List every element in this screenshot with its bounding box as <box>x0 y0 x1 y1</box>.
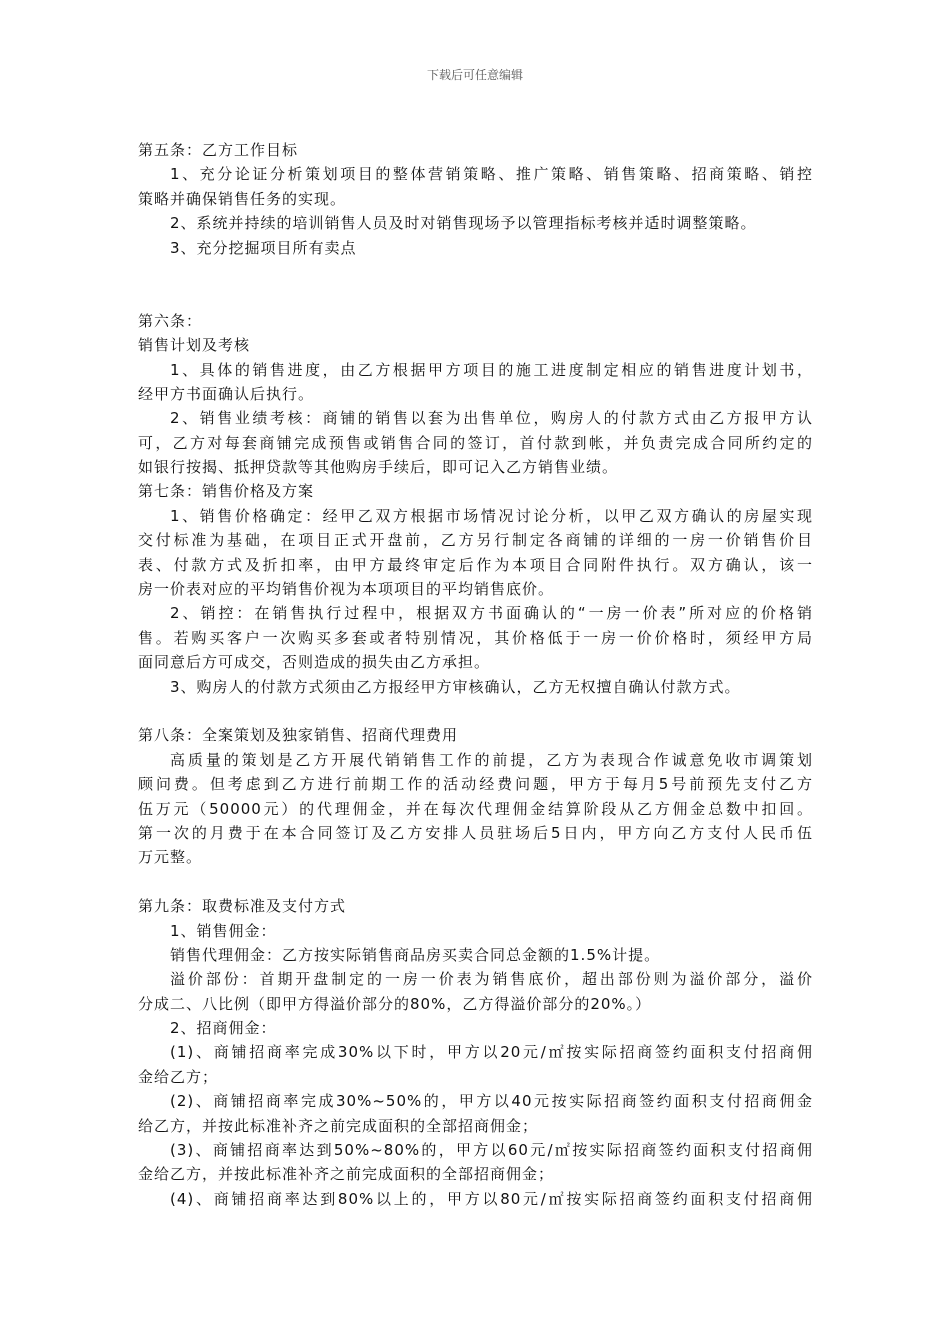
paragraph: 1、具体的销售进度，由乙方根据甲方项目的施工进度制定相应的销售进度计划书， <box>170 360 813 379</box>
paragraph: 1、销售价格确定：经甲乙双方根据市场情况讨论分析，以甲乙双方确认的房屋实现 <box>170 506 813 525</box>
paragraph: 2、系统并持续的培训销售人员及时对销售现场予以管理指标考核并适时调整策略。 <box>170 214 757 233</box>
paragraph: 伍万元（50000元）的代理佣金，并在每次代理佣金结算阶段从乙方佣金总数中扣回。 <box>138 799 813 818</box>
paragraph: 售。若购买客户一次购买多套或者特别情况，其价格低于一房一价价格时，须经甲方局 <box>138 628 813 647</box>
paragraph: 可，乙方对每套商铺完成预售或销售合同的签订，首付款到帐，并负责完成合同所约定的 <box>138 433 813 452</box>
paragraph: 高质量的策划是乙方开展代销销售工作的前提，乙方为表现合作诚意免收市调策划 <box>170 750 813 769</box>
article-5-title: 第五条：乙方工作目标 <box>138 141 299 159</box>
document-body <box>138 138 813 1211</box>
paragraph: 经甲方书面确认后执行。 <box>138 384 315 403</box>
paragraph: 2、销售业绩考核：商铺的销售以套为出售单位，购房人的付款方式由乙方报甲方认 <box>170 409 813 428</box>
article-8-title: 第八条：全案策划及独家销售、招商代理费用 <box>138 726 459 745</box>
paragraph: 分成二、八比例（即甲方得溢价部分的80%，乙方得溢价部分的20%。） <box>138 994 652 1013</box>
list-item: 金给乙方； <box>138 1067 219 1086</box>
paragraph: 溢价部份：首期开盘制定的一房一价表为销售底价，超出部份则为溢价部分，溢价 <box>170 970 813 989</box>
subsection-heading: 1、销售佣金： <box>170 921 277 940</box>
paragraph: 顾问费。但考虑到乙方进行前期工作的活动经费问题，甲方于每月5号前预先支付乙方 <box>138 775 813 794</box>
list-item: (2)、商铺招商率完成30%~50%的，甲方以40元按实际招商签约面积支付招商佣金 <box>170 1092 813 1111</box>
article-9-title: 第九条：取费标准及支付方式 <box>138 897 347 916</box>
list-item: (3)、商铺招商率达到50%~80%的，甲方以60元/㎡按实际招商签约面积支付招商佣 <box>170 1141 813 1160</box>
page-header: 下载后可任意编辑 <box>426 68 523 82</box>
paragraph: 策略并确保销售任务的实现。 <box>138 189 347 208</box>
paragraph: 面同意后方可成交，否则造成的损失由乙方承担。 <box>138 653 491 672</box>
list-item: 给乙方，并按此标准补齐之前完成面积的全部招商佣金； <box>138 1116 539 1135</box>
paragraph: 3、充分挖掘项目所有卖点 <box>170 238 357 257</box>
list-item: (4)、商铺招商率达到80%以上的，甲方以80元/㎡按实际招商签约面积支付招商佣 <box>170 1189 813 1208</box>
paragraph: 1、充分论证分析策划项目的整体营销策略、推广策略、销售策略、招商策略、销控 <box>170 165 813 184</box>
paragraph: 房一价表对应的平均销售价视为本项项目的平均销售底价。 <box>138 580 555 599</box>
article-7-title: 第七条：销售价格及方案 <box>138 482 315 501</box>
list-item: (1)、商铺招商率完成30%以下时，甲方以20元/㎡按实际招商签约面积支付招商佣 <box>170 1043 813 1062</box>
paragraph: 如银行按揭、抵押贷款等其他购房手续后，即可记入乙方销售业绩。 <box>138 458 619 477</box>
paragraph: 第一次的月费于在本合同签订及乙方安排人员驻场后5日内，甲方向乙方支付人民币伍 <box>138 823 813 842</box>
paragraph: 表、付款方式及折扣率，由甲方最终审定后作为本项目合同附件执行。双方确认，该一 <box>138 555 813 574</box>
subsection-heading: 2、招商佣金： <box>170 1019 277 1038</box>
article-6-title: 第六条： <box>138 311 203 330</box>
list-item: 金给乙方，并按此标准补齐之前完成面积的全部招商佣金； <box>138 1165 555 1184</box>
paragraph: 2、销控：在销售执行过程中，根据双方书面确认的“一房一价表”所对应的价格销 <box>170 604 813 623</box>
paragraph: 销售代理佣金：乙方按实际销售商品房买卖合同总金额的1.5%计提。 <box>170 945 661 964</box>
paragraph: 3、购房人的付款方式须由乙方报经甲方审核确认，乙方无权擅自确认付款方式。 <box>170 677 741 696</box>
article-6-subtitle: 销售计划及考核 <box>138 336 251 355</box>
paragraph: 万元整。 <box>138 848 203 867</box>
paragraph: 交付标准为基础，在项目正式开盘前，乙方另行制定各商铺的详细的一房一价销售价目 <box>138 531 813 550</box>
